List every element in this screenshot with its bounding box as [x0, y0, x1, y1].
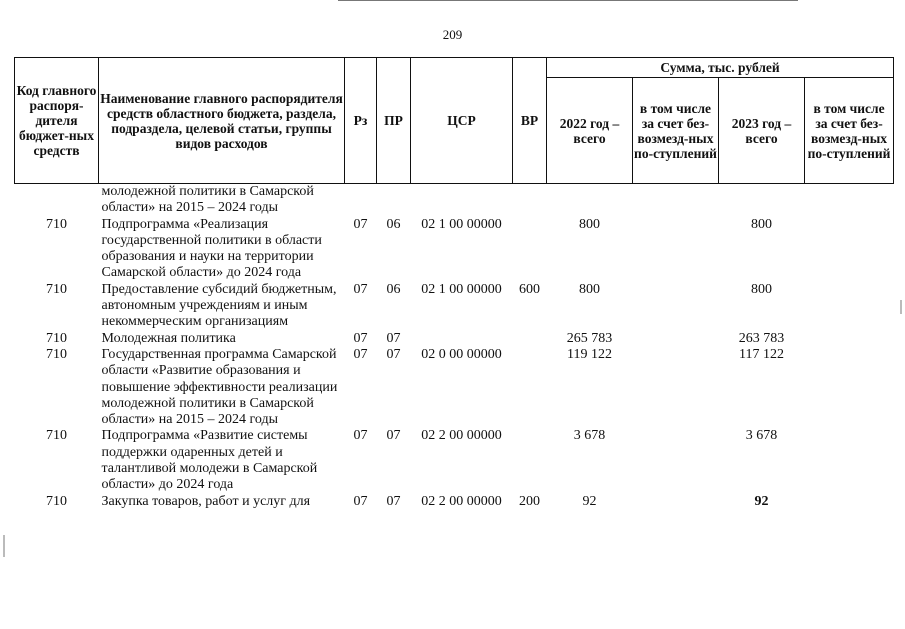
table-row: [15, 494, 894, 510]
row-name: Предоставление субсидий бюджетным, автономным учреждениям и иным некоммерческим организациям: [101, 281, 337, 330]
row-2022-total: 92: [582, 493, 597, 509]
scan-mark: [900, 300, 902, 314]
row-csr: [411, 184, 513, 217]
row-2022-total: [547, 184, 633, 217]
header-2023-total: 2023 год – всего: [719, 78, 805, 184]
table-row: [15, 217, 894, 282]
row-name: Молодежная политика: [101, 330, 236, 346]
row-2023-total: 117 122: [739, 346, 784, 362]
row-pr: 06: [386, 216, 401, 232]
row-code: 710: [46, 216, 67, 232]
row-2023-grants: [805, 494, 894, 510]
row-2022-total: 119 122: [567, 346, 612, 362]
row-2023-total: [719, 184, 805, 217]
header-2022-grants: в том числе за счет без-возмезд-ных по-ступлений: [633, 78, 719, 184]
row-pr: 07: [386, 428, 401, 444]
header-sum-group: Сумма, тыс. рублей: [547, 58, 894, 78]
row-2023-grants: [805, 347, 894, 428]
row-csr: 02 0 00 00000: [421, 346, 502, 362]
row-code: 710: [46, 428, 67, 444]
row-name: Подпрограмма «Развитие системы поддержки одаренных детей и талантливой молодежи в Самарской области» до 2024 года: [101, 428, 318, 493]
row-vr: [513, 217, 547, 282]
header-csr: ЦСР: [411, 58, 513, 184]
top-rule: [338, 0, 798, 1]
row-vr: 600: [519, 281, 540, 297]
row-2022-grants: [633, 428, 719, 493]
row-2022-grants: [633, 217, 719, 282]
row-csr: 02 1 00 00000: [421, 281, 502, 297]
row-rz: 07: [353, 216, 368, 232]
row-pr: 07: [386, 493, 401, 509]
row-2023-grants: [805, 428, 894, 493]
row-vr: [513, 184, 547, 217]
header-vr: ВР: [513, 58, 547, 184]
row-csr: 02 2 00 00000: [421, 428, 502, 444]
table-row: [15, 428, 894, 493]
row-pr: 06: [386, 281, 401, 297]
row-2022-total: 265 783: [566, 330, 613, 346]
row-code: 710: [46, 330, 67, 346]
row-2022-grants: [633, 494, 719, 510]
header-2022-total: 2022 год – всего: [547, 78, 633, 184]
row-vr: [513, 428, 547, 493]
row-2022-total: 3 678: [573, 428, 606, 444]
table-row: [15, 331, 894, 347]
row-pr: [377, 184, 411, 217]
row-name: Государственная программа Самарской области «Развитие образования и повышение эффективности реализации молодежной политики в Самарской области» на 2015 – 2024 годы: [101, 346, 338, 428]
table-row: [15, 184, 894, 217]
row-csr: 02 1 00 00000: [421, 216, 502, 232]
table-row: [15, 347, 894, 428]
row-vr: [513, 331, 547, 347]
header-name: Наименование главного распорядителя средств областного бюджета, раздела, подраздела, целевой статьи, группы видов расходов: [99, 58, 345, 184]
header-2023-grants: в том числе за счет без-возмезд-ных по-ступлений: [805, 78, 894, 184]
row-code: 710: [46, 346, 67, 362]
table-row: [15, 282, 894, 331]
row-2023-grants: [805, 184, 894, 217]
row-name: Закупка товаров, работ и услуг для: [101, 493, 311, 509]
row-vr: [513, 347, 547, 428]
row-name: Подпрограмма «Реализация государственной политики в области образования и науки на территории Самарской области» до 2024 года: [101, 216, 322, 281]
row-2022-grants: [633, 347, 719, 428]
row-2023-total: 3 678: [745, 428, 778, 444]
row-vr: 200: [519, 493, 540, 509]
row-rz: 07: [353, 346, 368, 362]
row-2023-total: 92: [754, 493, 769, 509]
row-code: 710: [46, 281, 67, 297]
row-rz: 07: [353, 428, 368, 444]
row-2023-grants: [805, 217, 894, 282]
row-rz: 07: [353, 281, 368, 297]
row-pr: 07: [386, 346, 401, 362]
header-code: Код главного распоря-дителя бюджет-ных средств: [15, 58, 99, 184]
row-rz: [345, 184, 377, 217]
row-code: [15, 184, 99, 217]
row-rz: 07: [353, 493, 368, 509]
budget-table: [14, 57, 894, 510]
page-number: 209: [442, 27, 463, 42]
row-pr: 07: [386, 330, 401, 346]
row-rz: 07: [353, 330, 368, 346]
row-2023-grants: [805, 282, 894, 331]
row-csr: [411, 331, 513, 347]
row-csr: 02 2 00 00000: [421, 493, 502, 509]
row-code: 710: [46, 493, 67, 509]
scan-mark: [3, 535, 5, 557]
row-2022-grants: [633, 184, 719, 217]
row-2022-grants: [633, 331, 719, 347]
row-name: молодежной политики в Самарской области» на 2015 – 2024 годы: [101, 184, 314, 216]
row-2022-grants: [633, 282, 719, 331]
row-2022-total: 800: [579, 216, 600, 232]
row-2022-total: 800: [579, 281, 600, 297]
row-2023-total: 800: [751, 216, 772, 232]
header-rz: Рз: [345, 58, 377, 184]
header-pr: ПР: [377, 58, 411, 184]
row-2023-total: 263 783: [738, 330, 785, 346]
row-2023-total: 800: [751, 281, 772, 297]
row-2023-grants: [805, 331, 894, 347]
